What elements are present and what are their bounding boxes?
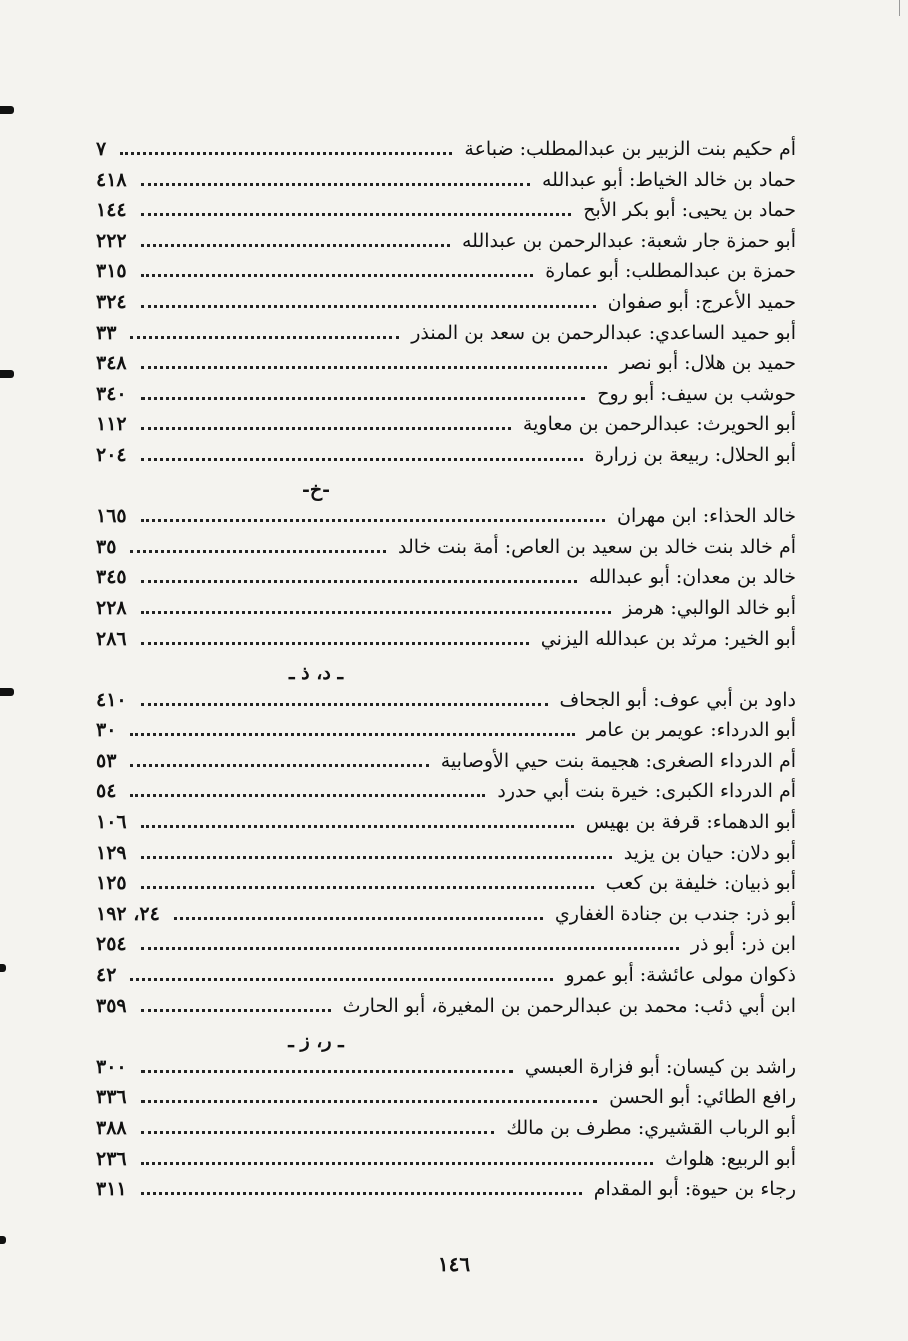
dot-leader <box>141 1008 331 1012</box>
entry-name: حمزة بن عبدالمطلب: أبو عمارة <box>545 260 796 283</box>
section-letter-heading: ـ ر، ز ـ <box>288 1029 344 1052</box>
entry-name: داود بن أبي عوف: أبو الجحاف <box>559 688 796 711</box>
entry-name: أبو ذبيان: خليفة بن كعب <box>605 872 796 895</box>
entry-page-numbers: ١٤٤ <box>96 199 127 222</box>
dot-leader <box>141 365 608 369</box>
dot-leader <box>141 273 534 277</box>
index-entry <box>96 383 796 414</box>
entry-page-numbers: ٣٤٥ <box>96 566 127 589</box>
dot-leader <box>130 977 553 981</box>
entry-name: أبو دلان: حيان بن يزيد <box>623 841 796 864</box>
entry-page-numbers: ٥٤ <box>96 780 117 803</box>
index-entry <box>96 199 796 230</box>
dot-leader <box>141 1191 582 1195</box>
scan-edge-line <box>899 0 900 16</box>
binding-mark <box>0 370 14 378</box>
dot-leader <box>141 426 511 430</box>
entry-page-numbers: ١٢٩ <box>96 841 127 864</box>
dot-leader <box>141 946 679 950</box>
index-entry <box>96 903 796 934</box>
entry-page-numbers: ٢٢٨ <box>96 596 127 619</box>
entry-name: أبو خالد الوالبي: هرمز <box>623 596 796 619</box>
index-entry <box>96 1117 796 1148</box>
index-entry <box>96 322 796 353</box>
index-entry <box>96 1178 796 1209</box>
dot-leader <box>141 824 574 828</box>
dot-leader <box>141 243 450 247</box>
index-entry <box>96 413 796 444</box>
index-entry <box>96 1056 796 1087</box>
entry-page-numbers: ٣١٥ <box>96 260 127 283</box>
dot-leader <box>141 641 529 645</box>
dot-leader <box>141 855 612 859</box>
entry-page-numbers: ٣٣ <box>96 321 117 344</box>
entry-page-numbers: ١٦٥ <box>96 505 127 528</box>
entry-page-numbers: ٣٤٨ <box>96 352 127 375</box>
entry-name: أبو حمزة جار شعبة: عبدالرحمن بن عبدالله <box>461 229 796 252</box>
entry-page-numbers: ٢٣٦ <box>96 1147 127 1170</box>
entry-name: أبو حميد الساعدي: عبدالرحمن بن سعد بن المنذر <box>411 321 796 344</box>
entry-name: ابن ذر: أبو ذر <box>690 933 796 956</box>
entry-page-numbers: ٣٠ <box>96 719 117 742</box>
entry-name: أبو ذر: جندب بن جنادة الغفاري <box>554 902 796 925</box>
entry-name: خالد الحذاء: ابن مهران <box>616 505 796 528</box>
index-entry <box>96 750 796 781</box>
dot-leader <box>130 793 485 797</box>
index-entry <box>96 811 796 842</box>
dot-leader <box>141 457 583 461</box>
dot-leader <box>141 610 611 614</box>
section-letter-heading: ـ د، ذ ـ <box>288 662 344 685</box>
binding-mark <box>0 106 14 114</box>
index-entry <box>96 780 796 811</box>
dot-leader <box>141 212 572 216</box>
index-entry <box>96 689 796 720</box>
binding-mark <box>0 688 14 696</box>
dot-leader <box>130 335 399 339</box>
entry-page-numbers: ٢٥٤ <box>96 933 127 956</box>
index-entry <box>96 536 796 567</box>
dot-leader <box>141 304 596 308</box>
dot-leader <box>120 151 452 155</box>
entry-name: حميد بن هلال: أبو نصر <box>619 352 796 375</box>
entry-name: رجاء بن حيوة: أبو المقدام <box>593 1178 796 1201</box>
entry-page-numbers: ٢٠٤ <box>96 443 127 466</box>
dot-leader <box>141 1099 598 1103</box>
entry-page-numbers: ٢٤، ١٩٢ <box>96 902 160 925</box>
index-entry <box>96 291 796 322</box>
dot-leader <box>141 579 577 583</box>
entry-name: أم خالد بنت خالد بن سعيد بن العاص: أمة بنت خالد <box>397 535 796 558</box>
index-entry <box>96 444 796 475</box>
entry-name: أبو الخير: مرثد بن عبدالله اليزني <box>540 627 796 650</box>
entry-page-numbers: ٤١٠ <box>96 688 127 711</box>
entry-page-numbers: ٧ <box>96 138 107 160</box>
entry-name: راشد بن كيسان: أبو فزارة العبسي <box>524 1055 796 1078</box>
entry-page-numbers: ٣٥ <box>96 535 117 558</box>
dot-leader <box>141 702 548 706</box>
dot-leader <box>141 1069 513 1073</box>
entry-page-numbers: ٣١١ <box>96 1178 127 1201</box>
dot-leader <box>141 1161 654 1165</box>
entry-page-numbers: ١٢٥ <box>96 872 127 895</box>
index-entry <box>96 842 796 873</box>
index-entry <box>96 1086 796 1117</box>
index-entry <box>96 933 796 964</box>
dot-leader <box>174 916 543 920</box>
entry-page-numbers: ١١٢ <box>96 413 127 436</box>
entry-page-numbers: ٣٨٨ <box>96 1117 127 1139</box>
binding-mark <box>0 964 6 972</box>
entry-page-numbers: ٢٨٦ <box>96 627 127 650</box>
dot-leader <box>141 885 594 889</box>
entry-page-numbers: ٣٥٩ <box>96 994 127 1017</box>
entry-page-numbers: ٣٤٠ <box>96 382 127 405</box>
entry-name: ابن أبي ذئب: محمد بن عبدالرحمن بن المغيرة، أبو الحارث <box>342 994 796 1017</box>
entry-name: حوشب بن سيف: أبو روح <box>597 382 796 405</box>
dot-leader <box>141 396 586 400</box>
entry-name: أبو الدهماء: قرفة بن بهيس <box>585 811 796 834</box>
entry-page-numbers: ٣٠٠ <box>96 1055 127 1078</box>
index-entry <box>96 597 796 628</box>
name-index <box>96 138 796 1209</box>
index-entry <box>96 995 796 1026</box>
binding-mark <box>0 1236 6 1244</box>
entry-page-numbers: ٤٢ <box>96 964 117 987</box>
dot-leader <box>130 763 428 767</box>
index-entry <box>96 260 796 291</box>
entry-name: خالد بن معدان: أبو عبدالله <box>588 566 796 589</box>
dot-leader <box>141 518 605 522</box>
index-entry <box>96 872 796 903</box>
entry-name: حماد بن يحيى: أبو بكر الأبح <box>583 199 796 222</box>
entry-name: أبو الرباب القشيري: مطرف بن مالك <box>506 1117 796 1139</box>
entry-name: رافع الطائي: أبو الحسن <box>609 1086 796 1109</box>
index-entry <box>96 352 796 383</box>
dot-leader <box>130 732 574 736</box>
section-letter-heading: -خ- <box>301 478 331 501</box>
index-entry <box>96 964 796 995</box>
entry-page-numbers: ٢٢٢ <box>96 229 127 252</box>
index-entry <box>96 169 796 200</box>
entry-name: حماد بن خالد الخياط: أبو عبدالله <box>541 168 796 191</box>
entry-name: أم الدرداء الصغرى: هجيمة بنت حيي الأوصابية <box>440 749 796 772</box>
page-number: ١٤٦ <box>437 1252 471 1276</box>
index-entry <box>96 628 796 659</box>
index-entry <box>96 138 796 169</box>
index-entry <box>96 1148 796 1179</box>
index-entry <box>96 505 796 536</box>
entry-name: ذكوان مولى عائشة: أبو عمرو <box>565 964 796 987</box>
entry-page-numbers: ٥٣ <box>96 749 117 772</box>
entry-page-numbers: ٤١٨ <box>96 168 127 191</box>
entry-name: أبو الربيع: هلواث <box>665 1147 796 1170</box>
dot-leader <box>141 1130 495 1134</box>
dot-leader <box>130 549 386 553</box>
index-entry <box>96 719 796 750</box>
dot-leader <box>141 182 530 186</box>
entry-page-numbers: ١٠٦ <box>96 811 127 834</box>
entry-name: حميد الأعرج: أبو صفوان <box>607 290 796 313</box>
index-entry <box>96 230 796 261</box>
entry-page-numbers: ٣٣٦ <box>96 1086 127 1109</box>
entry-name: أم حكيم بنت الزبير بن عبدالمطلب: ضباعة <box>464 138 796 160</box>
entry-name: أبو الحويرث: عبدالرحمن بن معاوية <box>522 413 796 436</box>
entry-name: أم الدرداء الكبرى: خيرة بنت أبي حدرد <box>497 780 796 803</box>
index-entry <box>96 566 796 597</box>
entry-name: أبو الدرداء: عويمر بن عامر <box>586 719 796 742</box>
entry-page-numbers: ٣٢٤ <box>96 290 127 313</box>
entry-name: أبو الحلال: ربيعة بن زرارة <box>594 443 796 466</box>
